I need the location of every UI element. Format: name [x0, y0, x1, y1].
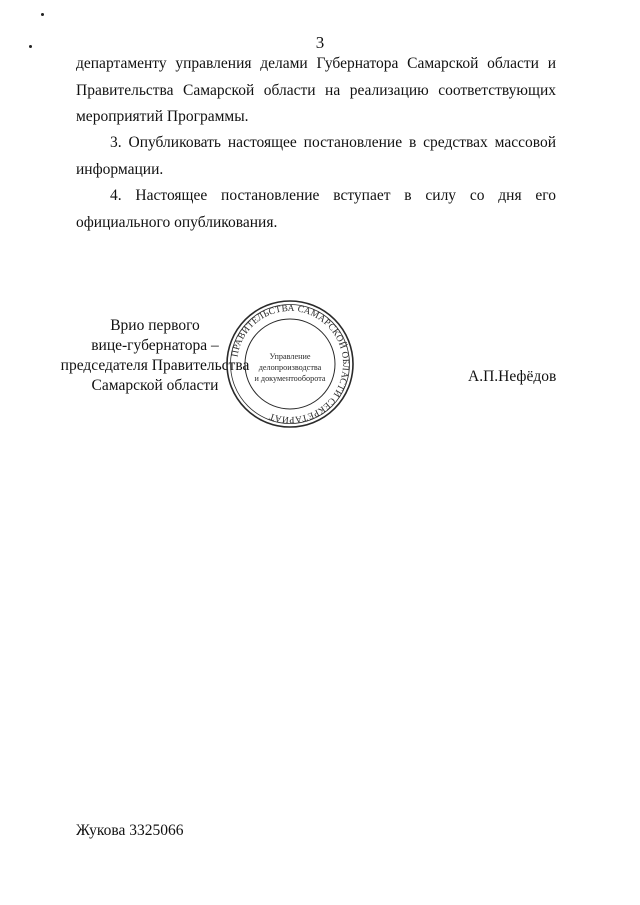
paragraph-publish: [76, 130, 556, 183]
paragraph-effective: [76, 183, 556, 236]
paragraph-line: 3. Опубликовать настоящее постановление в средствах массовой: [110, 134, 556, 151]
signatory-title-line: вице-губернатора –: [91, 337, 219, 354]
signatory-title: [60, 316, 250, 396]
paragraph-line: 4. Настоящее постановление вступает в силу со дня его: [110, 187, 556, 204]
scan-speck: [41, 13, 44, 16]
stamp-outer-text: ПРАВИТЕЛЬСТВА САМАРСКОЙ ОБЛАСТИ СЕКРЕТАРИАТ: [230, 303, 351, 425]
paragraph-line: департаменту управления делами Губернатора Самарской области и: [76, 55, 556, 72]
official-stamp: [224, 298, 356, 430]
paragraph-line: Правительства Самарской области на реализацию соответствующих: [76, 81, 556, 99]
signatory-name: А.П.Нефёдов: [468, 368, 557, 385]
paragraph-funding: [76, 51, 556, 131]
executor-contact: Жукова 3325066: [76, 822, 184, 839]
stamp-inner-line: делопроизводства: [258, 363, 322, 372]
paragraph-line: официального опубликования.: [76, 213, 278, 231]
stamp-seal-icon: [224, 298, 356, 430]
stamp-inner-line: Управление: [269, 352, 311, 361]
signatory-title-line: Врио первого: [110, 317, 200, 334]
signatory-title-line: Самарской области: [91, 377, 219, 394]
paragraph-line: информации.: [76, 160, 164, 178]
signatory-title-line: председателя Правительства: [60, 357, 250, 374]
paragraph-line: мероприятий Программы.: [76, 108, 249, 125]
page-number: 3: [315, 33, 325, 52]
stamp-inner-line: и документооборота: [254, 374, 326, 383]
